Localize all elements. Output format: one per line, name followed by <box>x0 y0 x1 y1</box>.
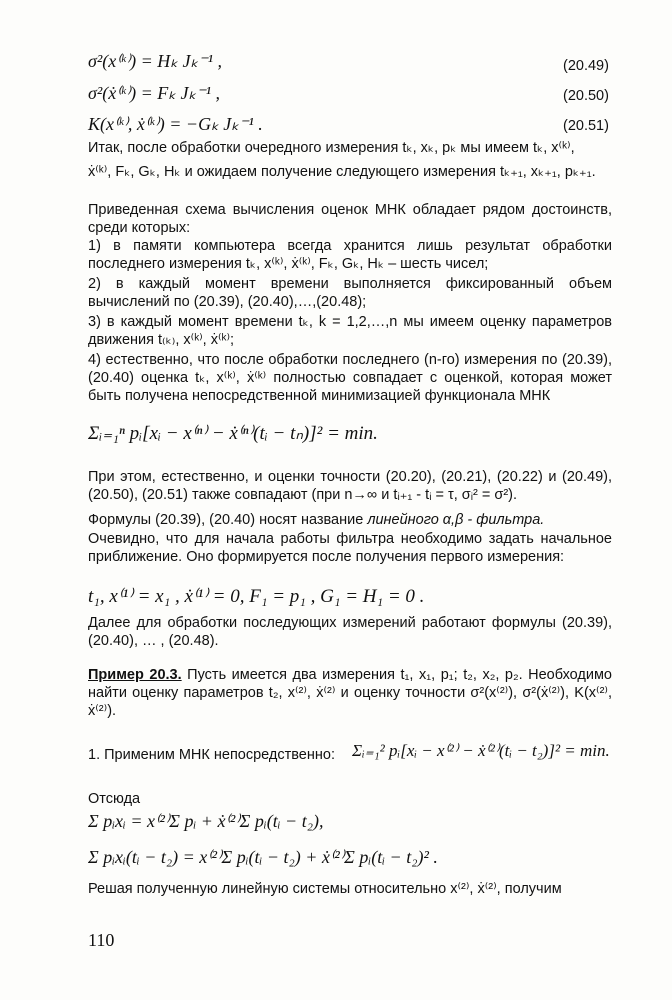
paragraph <box>88 511 544 529</box>
list-item: 2) в каждый момент времени выполняется фиксированный объем вычислений по (20.39), (20.40),…,(20.48); <box>88 276 612 310</box>
example-text: Пусть имеется два измерения t₁, x₁, p₁; t₂, x₂, p₂. Необходимо найти оценку параметров t₂, x⁽²⁾, ẋ⁽²⁾ и оценку точности σ²(x⁽²⁾), σ²(ẋ⁽²⁾), K(x⁽²⁾, ẋ⁽²⁾). <box>88 667 612 719</box>
formula-functional-mnk: Σᵢ₌₁ⁿ pᵢ[xᵢ − x⁽ⁿ⁾ − ẋ⁽ⁿ⁾(tᵢ − tₙ)]² = min. <box>88 423 378 444</box>
equation-number: (20.51) <box>563 118 609 134</box>
paragraph-text: Формулы (20.39), (20.40) носят название <box>88 512 368 528</box>
step-label: 1. Применим МНК непосредственно: <box>88 747 335 763</box>
formula-20-49: σ²(x⁽ᵏ⁾) = Hₖ Jₖ⁻¹ , <box>88 51 223 71</box>
formula-20-51: K(x⁽ᵏ⁾, ẋ⁽ᵏ⁾) = −Gₖ Jₖ⁻¹ . <box>88 114 263 134</box>
filter-name: линейного α,β - фильтра. <box>367 512 545 528</box>
formula-mnk-two: Σᵢ₌₁² pᵢ[xᵢ − x⁽²⁾ − ẋ⁽²⁾(tᵢ − t₂)]² = min. <box>352 741 610 760</box>
formula-system-1: Σ pᵢxᵢ = x⁽²⁾Σ pᵢ + ẋ⁽²⁾Σ pᵢ(tᵢ − t₂), <box>88 811 324 831</box>
formula-system-2: Σ pᵢxᵢ(tᵢ − t₂) = x⁽²⁾Σ pᵢ(tᵢ − t₂) + ẋ⁽²⁾Σ pᵢ(tᵢ − t₂)² . <box>88 847 438 867</box>
list-item: 3) в каждый момент времени tₖ, k = 1,2,…,n мы имеем оценку параметров движения t₍ₖ₎, x⁽ᵏ⁾, ẋ⁽ᵏ⁾; <box>88 314 612 348</box>
list-item: 4) естественно, что после обработки последнего (n-го) измерения по (20.39), (20.40) оценка tₖ, x⁽ᵏ⁾, ẋ⁽ᵏ⁾ полностью совпадает с оценкой, которая может быть получена непосредственной минимизацией функционала МНК <box>88 352 612 404</box>
paragraph: Очевидно, что для начала работы фильтра необходимо задать начальное приближение. Оно формируется после получения первого измерения: <box>88 531 612 565</box>
paragraph: Приведенная схема вычисления оценок МНК обладает рядом достоинств, среди которых: <box>88 202 612 236</box>
paragraph-line: Итак, после обработки очередного измерения tₖ, xₖ, pₖ мы имеем tₖ, x⁽ᵏ⁾, <box>88 140 575 156</box>
list-item: 1) в памяти компьютера всегда хранится лишь результат обработки последнего измерения tₖ, x⁽ᵏ⁾, ẋ⁽ᵏ⁾, Fₖ, Gₖ, Hₖ – шесть чисел; <box>88 238 612 272</box>
paragraph-line: Отсюда <box>88 791 141 807</box>
equation-number: (20.50) <box>563 88 609 104</box>
paragraph: При этом, естественно, и оценки точности (20.20), (20.21), (20.22) и (20.49), (20.50), (20.51) также совпадают (при n→∞ и tᵢ₊₁ - tᵢ = τ, σᵢ² = σ²). <box>88 469 612 503</box>
paragraph: Далее для обработки последующих измерений работают формулы (20.39), (20.40), … , (20.48). <box>88 615 612 649</box>
formula-20-50: σ²(ẋ⁽ᵏ⁾) = Fₖ Jₖ⁻¹ , <box>88 83 221 103</box>
page-number: 110 <box>88 930 115 950</box>
example-paragraph <box>88 666 612 720</box>
example-label: Пример 20.3. <box>88 667 182 683</box>
paragraph-line: ẋ⁽ᵏ⁾, Fₖ, Gₖ, Hₖ и ожидаем получение следующего измерения tₖ₊₁, xₖ₊₁, pₖ₊₁. <box>88 164 596 180</box>
equation-number: (20.49) <box>563 58 609 74</box>
paragraph-line: Решая полученную линейную системы относительно x⁽²⁾, ẋ⁽²⁾, получим <box>88 881 562 897</box>
formula-initial: t₁, x⁽¹⁾ = x₁ , ẋ⁽¹⁾ = 0, F₁ = p₁ , G₁ = H₁ = 0 . <box>88 586 425 607</box>
